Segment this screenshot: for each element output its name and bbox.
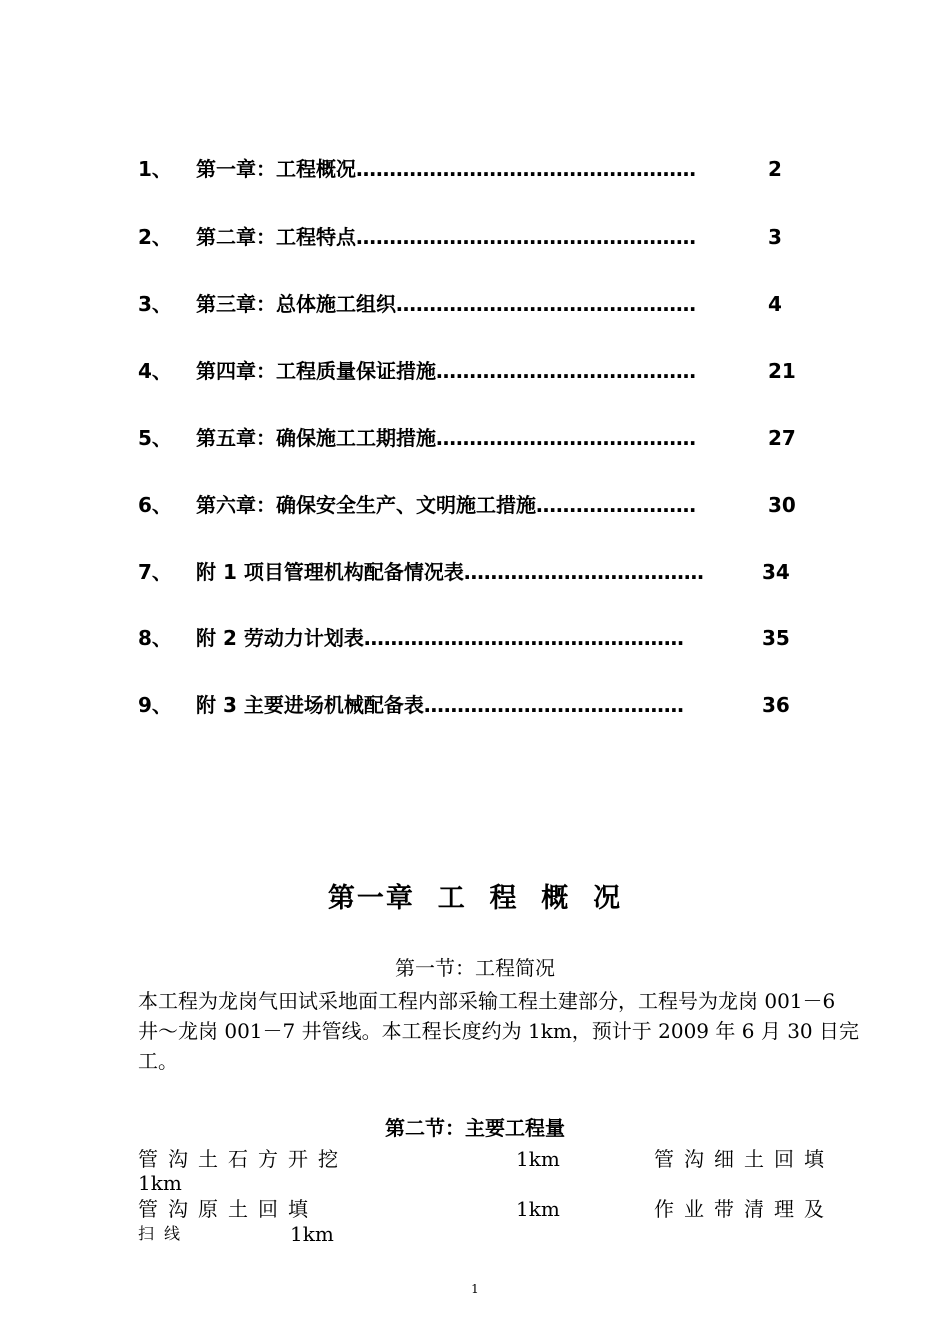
chapter-title: 第一章 工 程 概 况 — [327, 883, 623, 914]
toc-entry-title: 第二章：工程特点…………………………………………… — [196, 225, 696, 249]
section-title: 第二节：主要工程量 — [385, 1116, 565, 1140]
quantity-item-line: 作业带清理及 — [654, 1197, 834, 1221]
toc-entry-page: 3 — [768, 225, 782, 249]
quantity-item: 管沟土石方开挖 — [138, 1147, 348, 1171]
toc-entry-title: 第一章：工程概况…………………………………………… — [196, 157, 696, 181]
toc-entry-number: 5、 — [138, 426, 172, 450]
quantity-item: 管沟细土回填 — [654, 1147, 834, 1171]
toc-entry-page: 36 — [762, 693, 790, 717]
toc-entry-number: 8、 — [138, 626, 172, 650]
toc-entry-number: 9、 — [138, 693, 172, 717]
toc-entry-title: 附 1 项目管理机构配备情况表……………………………… — [196, 560, 704, 584]
quantity-amount: 1km — [138, 1171, 182, 1195]
toc-entry-page: 27 — [768, 426, 796, 450]
toc-entry-number: 7、 — [138, 560, 172, 584]
toc-entry-title: 第五章：确保施工工期措施………………………………… — [196, 426, 696, 450]
toc-entry-page: 21 — [768, 359, 796, 383]
toc-entry-page: 34 — [762, 560, 790, 584]
toc-entry-title: 第三章：总体施工组织……………………………………… — [196, 292, 696, 316]
toc-entry-page: 2 — [768, 157, 782, 181]
toc-entry-number: 4、 — [138, 359, 172, 383]
section-title: 第一节：工程简况 — [395, 956, 555, 980]
toc-entry-number: 2、 — [138, 225, 172, 249]
page-number: 1 — [471, 1282, 479, 1296]
quantity-amount: 1km — [516, 1197, 560, 1221]
toc-entry-title: 附 3 主要进场机械配备表………………………………… — [196, 693, 684, 717]
toc-entry-page: 4 — [768, 292, 782, 316]
quantity-item: 管沟原土回填 — [138, 1197, 318, 1221]
toc-entry-title: 附 2 劳动力计划表………………………………………… — [196, 626, 684, 650]
quantity-item — [654, 1196, 864, 1222]
toc-entry-number: 6、 — [138, 493, 172, 517]
toc-entry-page: 35 — [762, 626, 790, 650]
toc-entry-number: 1、 — [138, 157, 172, 181]
toc-entry-page: 30 — [768, 493, 796, 517]
toc-entry-title: 第六章：确保安全生产、文明施工措施…………………… — [196, 493, 696, 517]
quantity-amount: 1km — [290, 1222, 334, 1246]
quantity-item-line: 扫线 — [138, 1224, 191, 1243]
toc-entry-number: 3、 — [138, 292, 172, 316]
quantity-amount: 1km — [516, 1147, 560, 1171]
toc-entry-title: 第四章：工程质量保证措施………………………………… — [196, 359, 696, 383]
body-paragraph: 本工程为龙岗气田试采地面工程内部采输工程土建部分，工程号为龙岗 001－6 井～龙岗 001－7 井管线。本工程长度约为 1km，预计于 2009 年 6 月 30 日完工。 — [138, 989, 859, 1073]
